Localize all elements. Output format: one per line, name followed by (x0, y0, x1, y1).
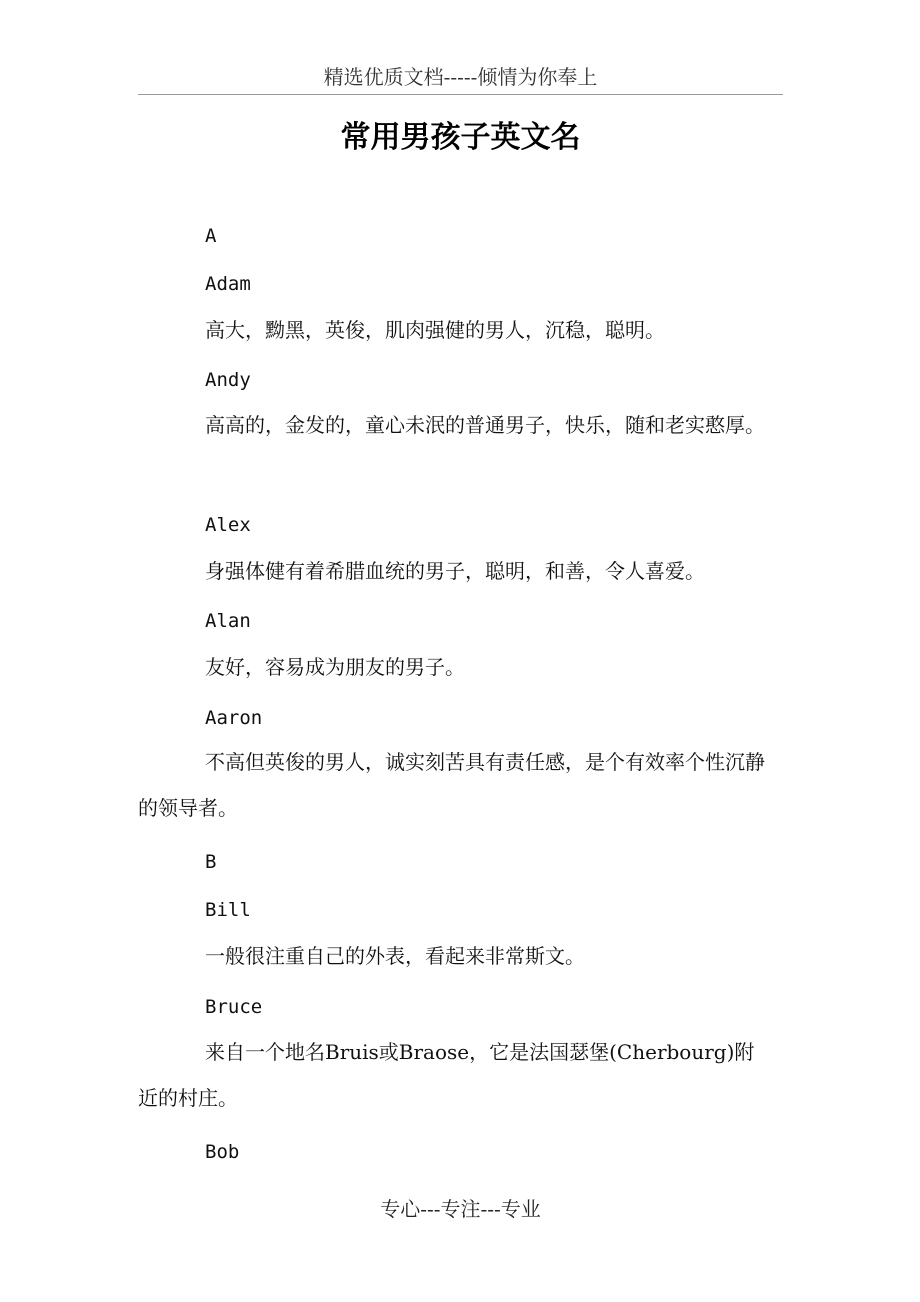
document-title: 常用男孩子英文名 (340, 120, 581, 155)
name-aaron: Aaron (205, 707, 263, 729)
desc-bill: 一般很注重自己的外表，看起来非常斯文。 (205, 944, 585, 968)
section-letter-a: A (205, 225, 217, 247)
desc-adam: 高大，黝黑，英俊，肌肉强健的男人，沉稳，聪明。 (205, 318, 665, 342)
desc-bruce: 来自一个地名Bruis或Braose，它是法国瑟堡(Cherbourg)附近的村庄。 (138, 1040, 755, 1110)
name-bob: Bob (205, 1141, 240, 1163)
page-header: 精选优质文档-----倾情为你奉上 (323, 65, 598, 89)
name-andy: Andy (205, 369, 251, 391)
name-bruce: Bruce (205, 996, 263, 1018)
section-letter-b: B (205, 851, 217, 873)
name-bill: Bill (205, 899, 251, 921)
name-adam: Adam (205, 273, 251, 295)
name-alan: Alan (205, 610, 251, 632)
page-footer: 专心---专注---专业 (380, 1197, 541, 1221)
name-alex: Alex (205, 514, 251, 536)
desc-alex: 身强体健有着希腊血统的男子，聪明，和善，令人喜爱。 (205, 559, 705, 583)
desc-andy: 高高的，金发的，童心未泯的普通男子，快乐，随和老实憨厚。 (205, 413, 765, 437)
header-divider (138, 94, 783, 95)
desc-aaron: 不高但英俊的男人，诚实刻苦具有责任感，是个有效率个性沉静的领导者。 (138, 750, 765, 820)
desc-alan: 友好，容易成为朋友的男子。 (205, 655, 465, 679)
